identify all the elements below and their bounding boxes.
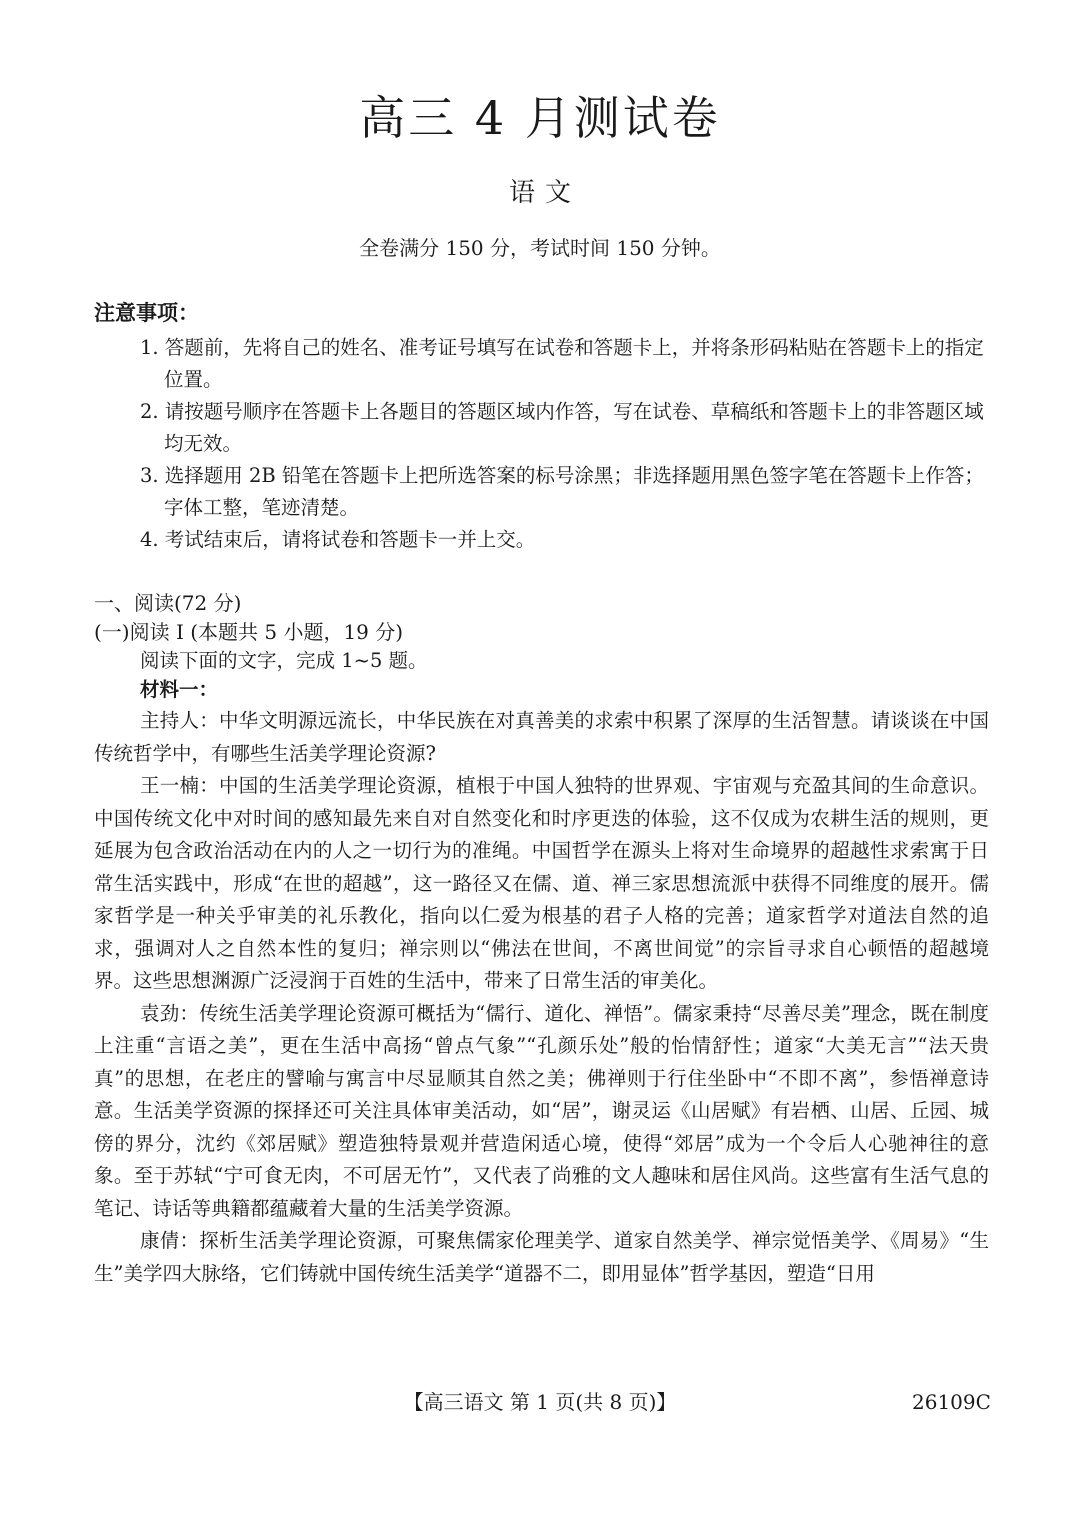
exam-title: 高三 4 月测试卷 — [359, 91, 721, 145]
paper-code: 26109C — [912, 1390, 991, 1414]
reading-instruction: 阅读下面的文字，完成 1~5 题。 — [140, 649, 428, 672]
subject-title — [0, 173, 1080, 213]
notice-list — [140, 332, 990, 556]
section-heading: 一、阅读(72 分) — [94, 591, 242, 615]
exam-meta: 全卷满分 150 分，考试时间 150 分钟。 — [359, 236, 721, 260]
passage-paragraph: 袁劲：传统生活美学理论资源可概括为“儒行、道化、禅悟”。儒家秉持“尽善尽美”理念，既在制度上注重“言语之美”，更在生活中高扬“曾点气象”“孔颜乐处”般的怡情舒性；道家“大美无言”“法天贵真”的思想，在老庄的譬喻与寓言中尽显顺其自然之美；佛禅则于行住坐卧中“不即不离”，参悟禅意诗意。生活美学资源的探择还可关注具体审美活动，如“居”，谢灵运《山居赋》有岩栖、山居、丘园、城傍的界分，沈约《郊居赋》塑造独特景观并营造闲适心境，使得“郊居”成为一个令后人心驰神往的意象。至于苏轼“宁可食无肉，不可居无竹”，又代表了尚雅的文人趣味和居住风尚。这些富有生活气息的笔记、诗话等典籍都蕴藏着大量的生活美学资源。 — [94, 1001, 989, 1220]
passage-paragraph: 主持人：中华文明源远流长，中华民族在对真善美的求索中积累了深厚的生活智慧。请谈谈在中国传统哲学中，有哪些生活美学理论资源? — [94, 709, 989, 765]
subject-char: 文 — [544, 178, 571, 208]
material-label: 材料一： — [140, 678, 219, 701]
notice-title: 注意事项： — [94, 301, 199, 325]
notice-item: 1. 答题前，先将自己的姓名、准考证号填写在试卷和答题卡上，并将条形码粘贴在答题卡上的指定位置。 — [140, 336, 984, 391]
page-footer: 【高三语文 第 1 页(共 8 页)】 — [403, 1390, 677, 1414]
subject-char: 语 — [508, 178, 535, 208]
section-subheading: (一)阅读 I (本题共 5 小题，19 分) — [94, 620, 404, 644]
passage-paragraph: 康倩：探析生活美学理论资源，可聚焦儒家伦理美学、道家自然美学、禅宗觉悟美学、《周易》“生生”美学四大脉络，它们铸就中国传统生活美学“道器不二，即用显体”哲学基因，塑造“日用 — [94, 1229, 989, 1285]
notice-item: 2. 请按题号顺序在答题卡上各题目的答题区域内作答，写在试卷、草稿纸和答题卡上的非答题区域均无效。 — [140, 400, 984, 455]
notice-item: 4. 考试结束后，请将试卷和答题卡一并上交。 — [140, 528, 536, 551]
passage-paragraph: 王一楠：中国的生活美学理论资源，植根于中国人独特的世界观、宇宙观与充盈其间的生命意识。中国传统文化中对时间的感知最先来自对自然变化和时序更迭的体验，这不仅成为农耕生活的规则，更延展为包含政治活动在内的人之一切行为的准绳。中国哲学在源头上将对生命境界的超越性求索寓于日常生活实践中，形成“在世的超越”，这一路径又在儒、道、禅三家思想流派中获得不同维度的展开。儒家哲学是一种关乎审美的礼乐教化，指向以仁爱为根基的君子人格的完善；道家哲学对道法自然的追求，强调对人之自然本性的复归；禅宗则以“佛法在世间，不离世间觉”的宗旨寻求自心顿悟的超越境界。这些思想渊源广泛浸润于百姓的生活中，带来了日常生活的审美化。 — [94, 774, 989, 992]
reading-passage — [94, 705, 989, 1290]
notice-item: 3. 选择题用 2B 铅笔在答题卡上把所选答案的标号涂黑；非选择题用黑色签字笔在答题卡上作答；字体工整，笔迹清楚。 — [140, 464, 984, 519]
